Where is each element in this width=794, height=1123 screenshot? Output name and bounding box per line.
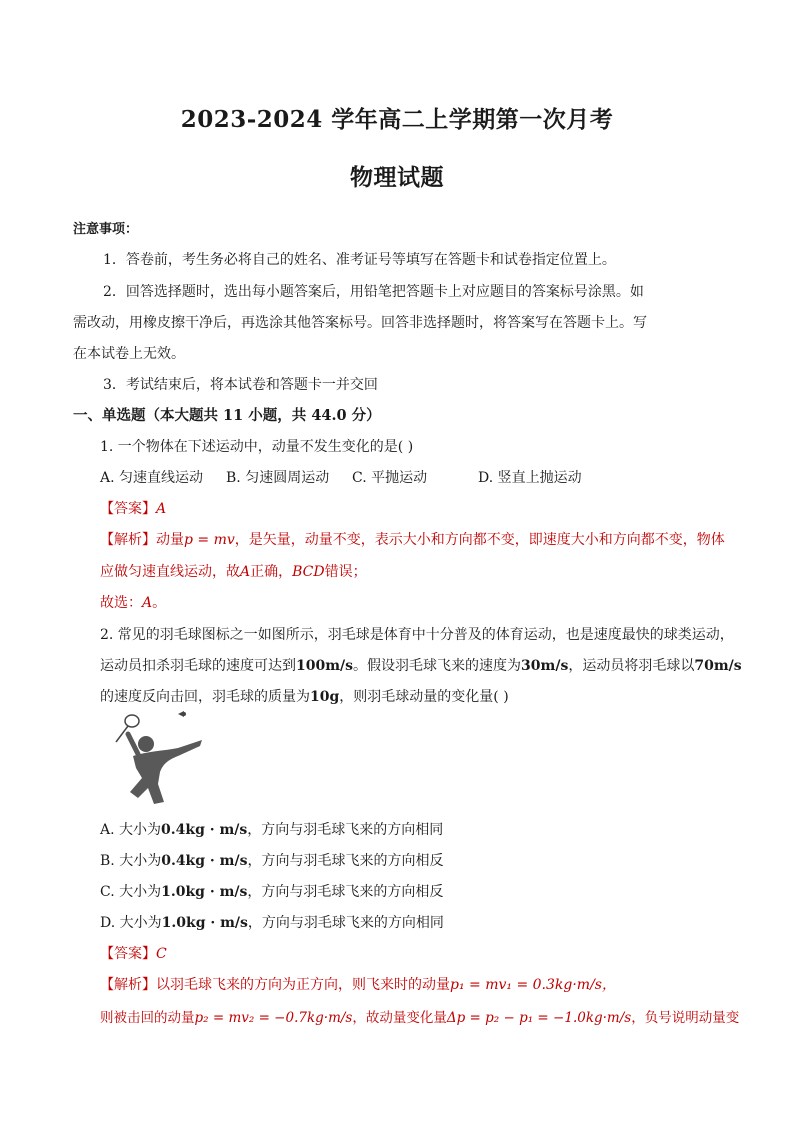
q2-analysis-line-1: [100, 974, 616, 994]
q1-choice-bcd: BCD: [292, 564, 325, 580]
notice-item-1: 1．答卷前，考生务必将自己的姓名、准考证号等填写在答题卡和试卷指定位置上。: [103, 252, 616, 268]
q2-stem-text: 运动员扣杀羽毛球的速度可达到: [100, 658, 296, 674]
q1-answer-value: A: [156, 501, 167, 517]
q1-option-a: A. 匀速直线运动: [100, 470, 204, 486]
q1-answer-tag: 【答案】: [100, 501, 156, 517]
q2-analysis-text: ，故动量变化量: [352, 1010, 447, 1026]
q2-analysis-line-2: [100, 1006, 739, 1026]
q2-speed-incoming: 30m/s: [521, 658, 569, 674]
q2-stem-line-2: [100, 655, 742, 675]
q2-option-text: D. 大小为: [100, 915, 162, 931]
q2-momentum-change: Δp = p₂ − p₁ = −1.0kg·m/s: [446, 1010, 632, 1026]
q2-stem-text: ，运动员将羽毛球以: [568, 658, 695, 674]
exam-title: 2023-2024 学年高二上学期第一次月考: [180, 106, 614, 133]
q2-option-text: ，方向与羽毛球飞来的方向相反: [247, 884, 444, 900]
q1-stem: 1. 一个物体在下述运动中，动量不发生变化的是( ): [100, 439, 414, 455]
q2-analysis-text: ，负号说明动量变: [631, 1010, 740, 1026]
q2-initial-momentum: p₁ = mv₁ = 0.3kg·m/s，: [450, 977, 616, 993]
q1-analysis-text: 应做匀速直线运动，故: [100, 564, 240, 580]
q2-analysis-text: 以羽毛球飞来的方向为正方向，则飞来时的动量: [156, 977, 450, 993]
q2-mass: 10g: [310, 689, 340, 705]
q1-option-c: C. 平抛运动: [352, 470, 428, 486]
q1-analysis-tag: 【解析】: [100, 532, 156, 548]
q1-analysis-text: 动量: [156, 532, 184, 548]
q2-answer-value: C: [156, 946, 167, 962]
q2-option-value: 0.4kg · m/s: [161, 822, 248, 838]
q1-analysis-text: 正确，: [250, 564, 293, 580]
q2-option-text: ，方向与羽毛球飞来的方向相同: [247, 915, 444, 931]
q2-option-text: A. 大小为: [100, 822, 162, 838]
q2-option-text: C. 大小为: [100, 884, 162, 900]
q2-answer: [100, 943, 167, 963]
q2-analysis-text: 则被击回的动量: [100, 1010, 195, 1026]
q1-choice-a: A: [240, 564, 251, 580]
section-heading: 一、单选题（本大题共 11 小题，共 44.0 分）: [73, 407, 381, 424]
q2-option-text: ，方向与羽毛球飞来的方向相反: [247, 853, 444, 869]
q2-option-value: 1.0kg · m/s: [161, 884, 248, 900]
q1-conclusion: [100, 592, 166, 612]
q2-option-text: B. 大小为: [100, 853, 162, 869]
q2-speed-return: 70m/s: [694, 658, 742, 674]
q2-option-d: [100, 912, 444, 932]
exam-subtitle: 物理试题: [350, 164, 444, 191]
notice-item-2-line-1: 2．回答选择题时，选出每小题答案后，用铅笔把答题卡上对应题目的答案标号涂黑。如: [103, 284, 644, 300]
q2-stem-line-3: [100, 686, 509, 706]
q2-answer-tag: 【答案】: [100, 946, 156, 962]
q2-option-a: [100, 819, 443, 839]
q1-option-b: B. 匀速圆周运动: [226, 470, 330, 486]
notice-heading: 注意事项：: [73, 222, 139, 237]
q2-option-c: [100, 881, 443, 901]
q2-stem-line-1: 2. 常见的羽毛球图标之一如图所示，羽毛球是体育中十分普及的体育运动，也是速度最快的球类运动，: [100, 627, 734, 643]
q2-final-momentum: p₂ = mv₂ = −0.7kg·m/s: [194, 1010, 353, 1026]
q1-option-d: D. 竖直上抛运动: [478, 470, 582, 486]
q2-analysis-tag: 【解析】: [100, 977, 156, 993]
q2-speed-max: 100m/s: [296, 658, 354, 674]
q1-conclusion-text: 。: [152, 595, 167, 611]
q2-option-value: 0.4kg · m/s: [161, 853, 248, 869]
q1-analysis-text: 错误；: [324, 564, 367, 580]
q2-stem-text: 。假设羽毛球飞来的速度为: [353, 658, 522, 674]
notice-item-2-line-2: 需改动，用橡皮擦干净后，再选涂其他答案标号。回答非选择题时，将答案写在答题卡上。写: [73, 315, 647, 331]
q1-momentum-formula: p = mv: [184, 532, 235, 548]
badminton-player-icon: [108, 706, 208, 806]
q2-option-value: 1.0kg · m/s: [161, 915, 248, 931]
q1-conclusion-text: 故选：: [100, 595, 142, 611]
q2-stem-text: ，则羽毛球动量的变化量( ): [339, 689, 509, 705]
q1-conclusion-value: A: [142, 595, 153, 611]
q1-analysis-text: ，是矢量，动量不变，表示大小和方向都不变，即速度大小和方向都不变，物体: [234, 532, 725, 548]
q1-analysis-line-2: [100, 561, 367, 581]
notice-item-3: 3．考试结束后，将本试卷和答题卡一并交回: [103, 377, 378, 393]
q2-option-b: [100, 850, 443, 870]
q1-answer: [100, 498, 166, 518]
q2-stem-text: 的速度反向击回，羽毛球的质量为: [100, 689, 310, 705]
notice-item-2-line-3: 在本试卷上无效。: [73, 346, 185, 362]
q2-option-text: ，方向与羽毛球飞来的方向相同: [247, 822, 444, 838]
q1-analysis-line-1: [100, 529, 725, 549]
